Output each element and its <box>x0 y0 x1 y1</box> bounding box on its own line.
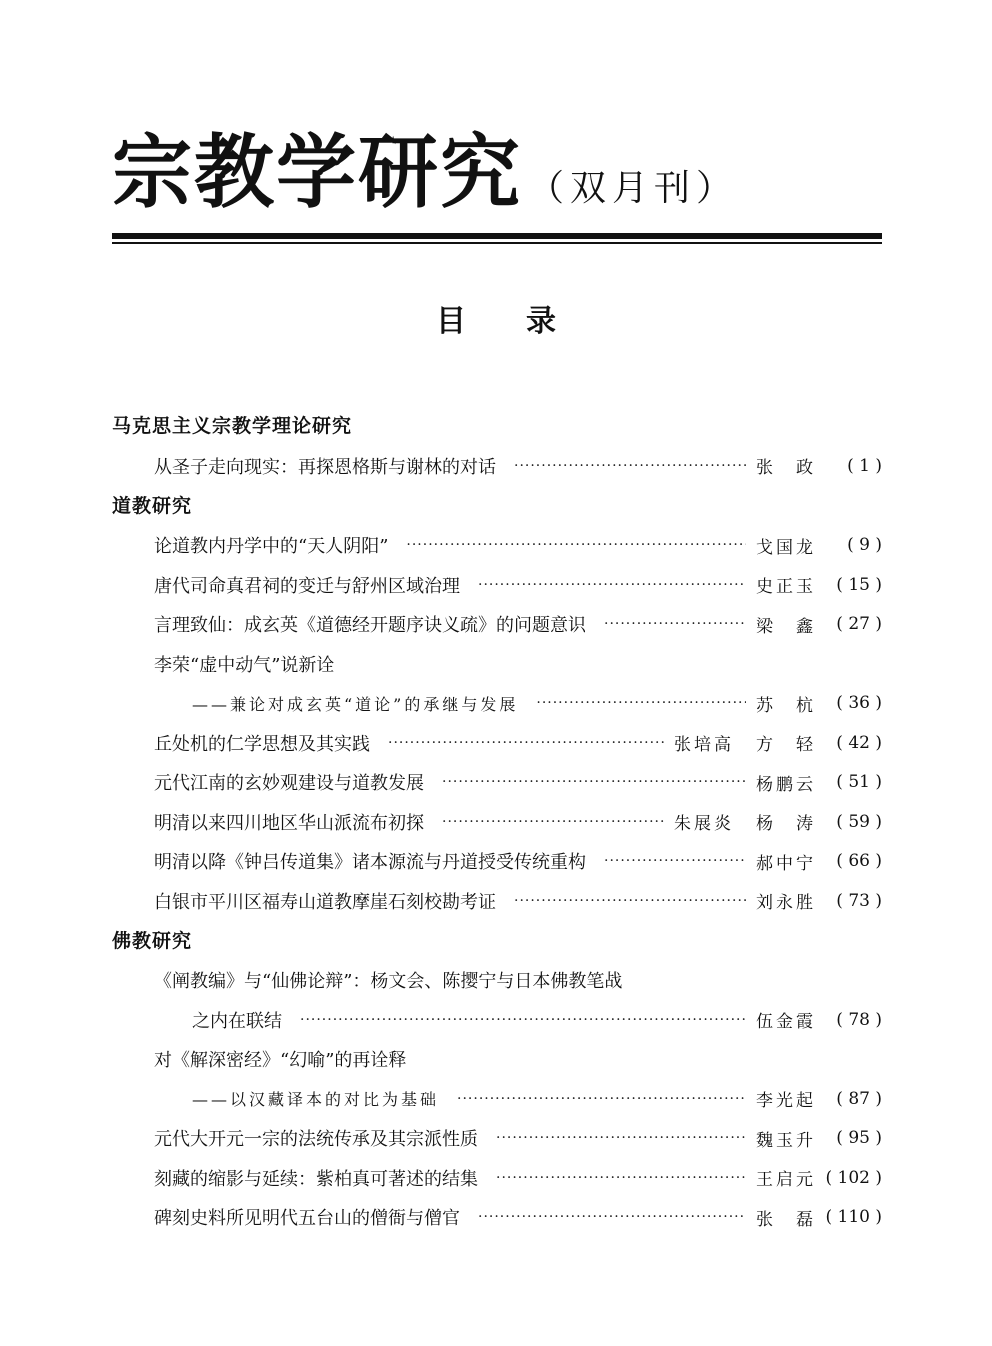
dot-leader <box>604 616 746 632</box>
toc-heading-left: 目 <box>436 304 466 339</box>
entry-title: 之内在联结 <box>192 1010 282 1032</box>
toc-entry[interactable] <box>112 881 882 921</box>
dot-leader <box>496 1130 746 1146</box>
entry-page: ( 42 ) <box>836 732 882 753</box>
masthead <box>112 125 882 219</box>
entry-author: 梁 鑫 <box>756 616 816 637</box>
entry-title: ——兼论对成玄英“道论”的承继与发展 <box>192 694 519 714</box>
toc-entry[interactable] <box>112 446 882 486</box>
title-rule-thick <box>112 233 882 239</box>
toc-entry[interactable] <box>112 1119 882 1159</box>
entry-author: 杨 涛 <box>756 814 816 835</box>
entry-page: ( 15 ) <box>836 574 882 595</box>
entry-author: 王启元 <box>756 1170 816 1191</box>
entry-page: ( 36 ) <box>836 693 882 714</box>
toc-heading <box>0 296 992 340</box>
entry-title: 言理致仙：成玄英《道德经开题序诀义疏》的问题意识 <box>154 615 586 637</box>
toc-entry[interactable] <box>112 526 882 566</box>
dot-leader <box>442 814 664 830</box>
entry-title: 碑刻史料所见明代五台山的僧衙与僧官 <box>154 1208 460 1230</box>
entry-author: 伍金霞 <box>756 1012 816 1033</box>
dot-leader <box>406 537 746 553</box>
toc-heading-right: 录 <box>526 304 556 339</box>
entry-title: 明清以来四川地区华山派流布初探 <box>154 812 424 834</box>
toc-entry[interactable] <box>112 1158 882 1198</box>
section-heading: 马克思主义宗教学理论研究 <box>112 415 353 437</box>
entry-author: 戈国龙 <box>756 537 816 558</box>
dot-leader <box>478 1209 746 1225</box>
toc-entry[interactable] <box>112 1040 882 1080</box>
entry-coauthor: 朱展炎 <box>674 814 734 835</box>
entry-author: 史正玉 <box>756 577 816 598</box>
section-heading: 道教研究 <box>112 494 193 517</box>
entry-page: ( 1 ) <box>847 455 882 476</box>
entry-author: 苏 杭 <box>756 695 816 716</box>
entry-page: ( 87 ) <box>836 1088 882 1109</box>
dot-leader <box>536 695 746 711</box>
entry-page: ( 51 ) <box>836 772 882 793</box>
entry-page: ( 9 ) <box>847 535 882 556</box>
entry-title: 丘处机的仁学思想及其实践 <box>154 733 370 755</box>
section-heading: 佛教研究 <box>112 929 193 952</box>
toc-entry[interactable] <box>112 961 882 1001</box>
entry-page: ( 66 ) <box>836 851 882 872</box>
entry-title: ——以汉藏译本的对比为基础 <box>192 1090 440 1110</box>
journal-frequency: （双月刊） <box>528 168 739 209</box>
entry-page: ( 95 ) <box>836 1128 882 1149</box>
entry-author: 杨鹏云 <box>756 774 816 795</box>
entry-title: 元代江南的玄妙观建设与道教发展 <box>154 773 424 795</box>
entry-author: 张 磊 <box>756 1209 816 1230</box>
entry-page: ( 27 ) <box>836 614 882 635</box>
entry-title: 明清以降《钟吕传道集》诸本源流与丹道授受传统重构 <box>154 852 586 874</box>
entry-page: ( 59 ) <box>836 811 882 832</box>
dot-leader <box>604 853 746 869</box>
dot-leader <box>300 1012 746 1028</box>
entry-coauthor: 张培高 <box>674 735 734 756</box>
journal-title: 宗教学研究 <box>112 125 522 219</box>
toc-entry[interactable] <box>112 684 882 724</box>
entry-title: 白银市平川区福寿山道教摩崖石刻校勘考证 <box>154 891 496 913</box>
toc-entry[interactable] <box>112 1079 882 1119</box>
dot-leader <box>514 458 746 474</box>
toc-entry[interactable] <box>112 1198 882 1238</box>
entry-author: 郝中宁 <box>756 853 816 874</box>
entry-author: 刘永胜 <box>756 893 816 914</box>
title-rule-thin <box>112 242 882 244</box>
toc-entry[interactable] <box>112 565 882 605</box>
entry-title: 元代大开元一宗的法统传承及其宗派性质 <box>154 1129 478 1151</box>
entry-page: ( 110 ) <box>825 1207 882 1228</box>
toc-entry[interactable] <box>112 605 882 645</box>
dot-leader <box>457 1091 746 1107</box>
toc-entry[interactable] <box>112 644 882 684</box>
entry-title: 唐代司命真君祠的变迁与舒州区域治理 <box>154 575 460 597</box>
entry-page: ( 78 ) <box>836 1009 882 1030</box>
entry-title: 《阐教编》与“仙佛论辩”：杨文会、陈撄宁与日本佛教笔战 <box>154 971 623 993</box>
toc-entry[interactable] <box>112 802 882 842</box>
entry-title: 李荣“虚中动气”说新诠 <box>154 654 335 676</box>
entry-page: ( 102 ) <box>825 1167 882 1188</box>
dot-leader <box>442 774 746 790</box>
entry-title: 刻藏的缩影与延续：紫柏真可著述的结集 <box>154 1168 478 1190</box>
toc-entry[interactable] <box>112 723 882 763</box>
entry-author: 方 轻 <box>756 735 816 756</box>
dot-leader <box>496 1170 746 1186</box>
entry-author: 张 政 <box>756 458 816 479</box>
toc-entry[interactable] <box>112 763 882 803</box>
entry-title: 从圣子走向现实：再探恩格斯与谢林的对话 <box>154 456 496 478</box>
toc-entry[interactable] <box>112 1000 882 1040</box>
dot-leader <box>478 577 746 593</box>
table-of-contents <box>112 406 882 1237</box>
toc-entry[interactable] <box>112 842 882 882</box>
entry-page: ( 73 ) <box>836 890 882 911</box>
dot-leader <box>388 735 664 751</box>
entry-author: 魏玉升 <box>756 1130 816 1151</box>
entry-title: 对《解深密经》“幻喻”的再诠释 <box>154 1050 407 1072</box>
dot-leader <box>514 893 746 909</box>
entry-title: 论道教内丹学中的“天人阴阳” <box>154 536 389 558</box>
entry-author: 李光起 <box>756 1091 816 1112</box>
